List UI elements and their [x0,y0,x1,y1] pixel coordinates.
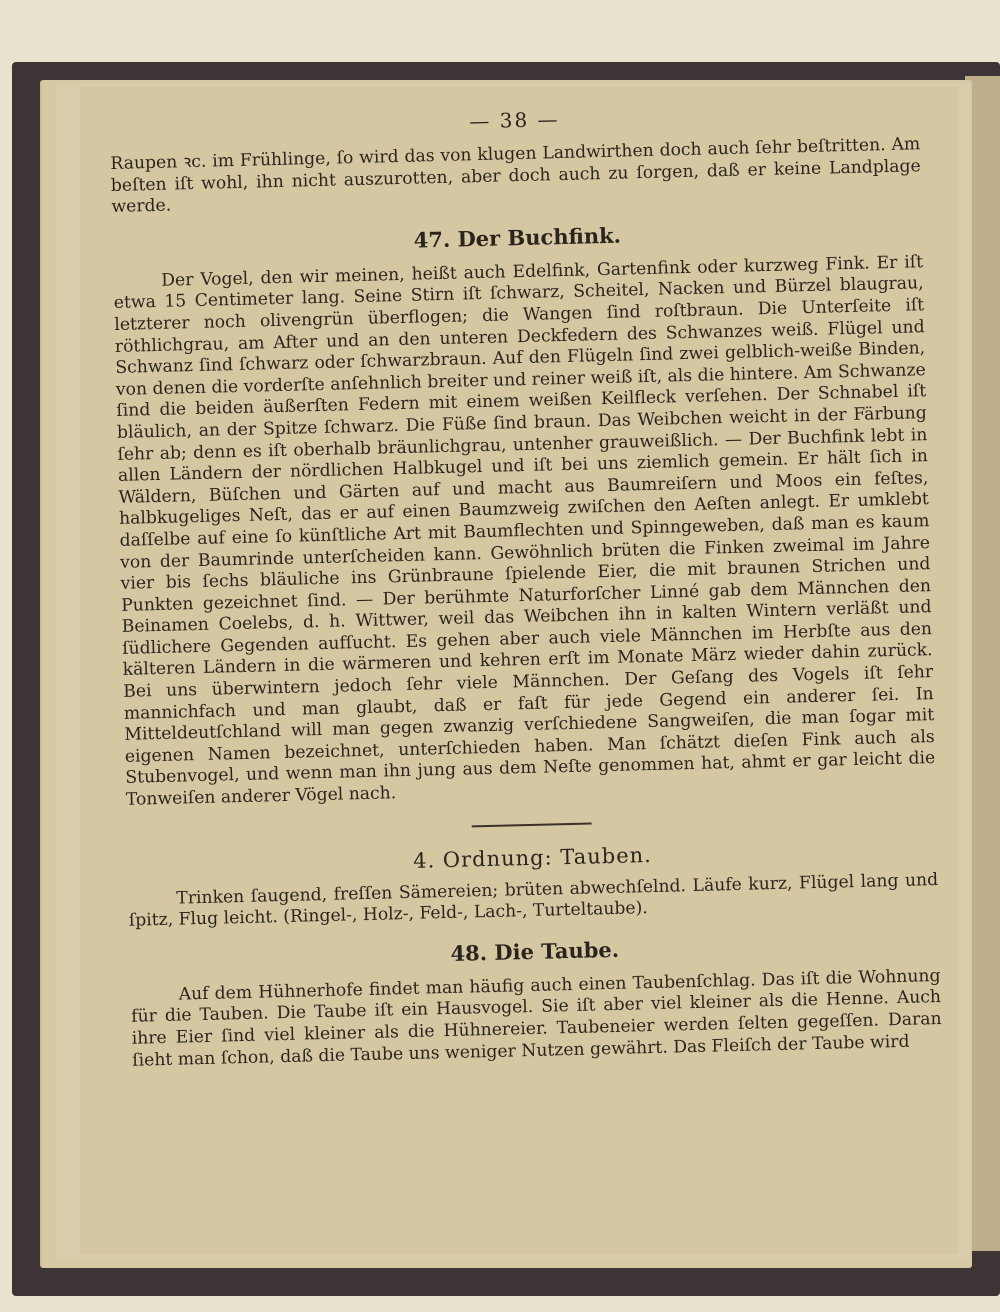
page-content [109,90,946,1239]
section-divider [472,822,592,827]
section-48-paragraph: Auf dem Hühnerhofe findet man häufig auch einen Taubenſchlag. Das iſt die Wohnung für die Tauben. Die Taube iſt ein Hausvogel. Sie iſt aber viel kleiner als die Henne. Auch ihre Eier ſind viel kleiner als die Hühnereier. Taubeneier werden ſelten gegeſſen. Daran ſieht man ſchon, daß die Taube uns weniger Nutzen gewährt. Das Fleiſch der Taube wird [131,965,942,1071]
intro-paragraph: Raupen ꝛc. im Frühlinge, ſo wird das von klugen Landwirthen doch auch ſehr beſtritten. Am beſten iſt wohl, ihn nicht auszurotten, aber doch auch zu ſorgen, daß er keine Landplage werde. [110,134,921,218]
scan-background-left [0,0,12,1312]
order-4-paragraph: Trinken ſaugend, freſſen Sämereien; brüten abwechſelnd. Läufe kurz, Flügel lang und ſpitz, Flug leicht. (Ringel-, Holz-, Feld-, Lach-, Turteltaube). [128,869,939,932]
section-48-heading: 48. Die Taube. [450,936,620,966]
section-47-paragraph: Der Vogel, den wir meinen, heißt auch Edelfink, Gartenfink oder kurzweg Fink. Er iſt etwa 15 Centimeter lang. Seine Stirn iſt ſchwarz, Scheitel, Nacken und Bürzel blaugrau, letzterer noch olivengrün überflogen; die Wangen ſind roſtbraun. Die Unterſeite iſt röthlichgrau, am After und an den unteren Deckfedern des Schwanzes weiß. Flügel und Schwanz ſind ſchwarz oder ſchwarzbraun. Auf den Flügeln ſind zwei gelblich-weiße Binden, von denen die vorderſte anſehnlich breiter und reiner weiß iſt, als die hintere. Am Schwanze ſind die beiden äußerſten Federn mit einem weißen Keilfleck verſehen. Der Schnabel iſt bläulich, an der Spitze ſchwarz. Die Füße ſind braun. Das Weibchen weicht in der Färbung ſehr ab; denn es iſt oberhalb bräunlichgrau, untenher grauweißlich. — Der Buchfink lebt in allen Ländern der nördlichen Halbkugel und iſt bei uns ziemlich gemein. Er hält ſich in Wäldern, Büſchen und Gärten auf und macht aus Baumreiſern und Moos ein feſtes, halbkugeliges Neſt, das er auf einen Baumzweig zwiſchen den Aeſten anlegt. Er umklebt daſſelbe auf eine ſo künſtliche Art mit Baumflechten und Spinngeweben, daß man es kaum von der Baumrinde unterſcheiden kann. Gewöhnlich brüten die Finken zweimal im Jahre vier bis ſechs bläuliche ins Grünbraune ſpielende Eier, die mit braunen Strichen und Punkten gezeichnet ſind. — Der berühmte Naturforſcher Linné gab dem Männchen den Beinamen Coelebs, d. h. Wittwer, weil das Weibchen ihn in kalten Wintern verläßt und ſüdlichere Gegenden aufſucht. Es gehen aber auch viele Männchen im Herbſte aus den kälteren Ländern in die wärmeren und kehren erſt im Monate März wieder dahin zurück. Bei uns überwintern jedoch ſehr viele Männchen. Der Geſang des Vogels iſt ſehr mannichfach und man glaubt, daß er faſt für jede Gegend ein anderer ſei. In Mitteldeutſchland will man gegen zwanzig verſchiedene Sangweiſen, die man ſogar mit eigenen Namen bezeichnet, unterſchieden haben. Man ſchätzt dieſen Fink auch als Stubenvogel, und wenn man ihn jung aus dem Neſte genommen hat, ahmt er gar leicht die Tonweiſen anderer Vögel nach. [113,251,936,810]
order-4-heading: 4. Ordnung: Tauben. [412,842,653,873]
scan-background-top [0,0,1000,70]
section-47-heading: 47. Der Buchfink. [413,222,622,253]
page-number: — 38 — [469,107,560,134]
